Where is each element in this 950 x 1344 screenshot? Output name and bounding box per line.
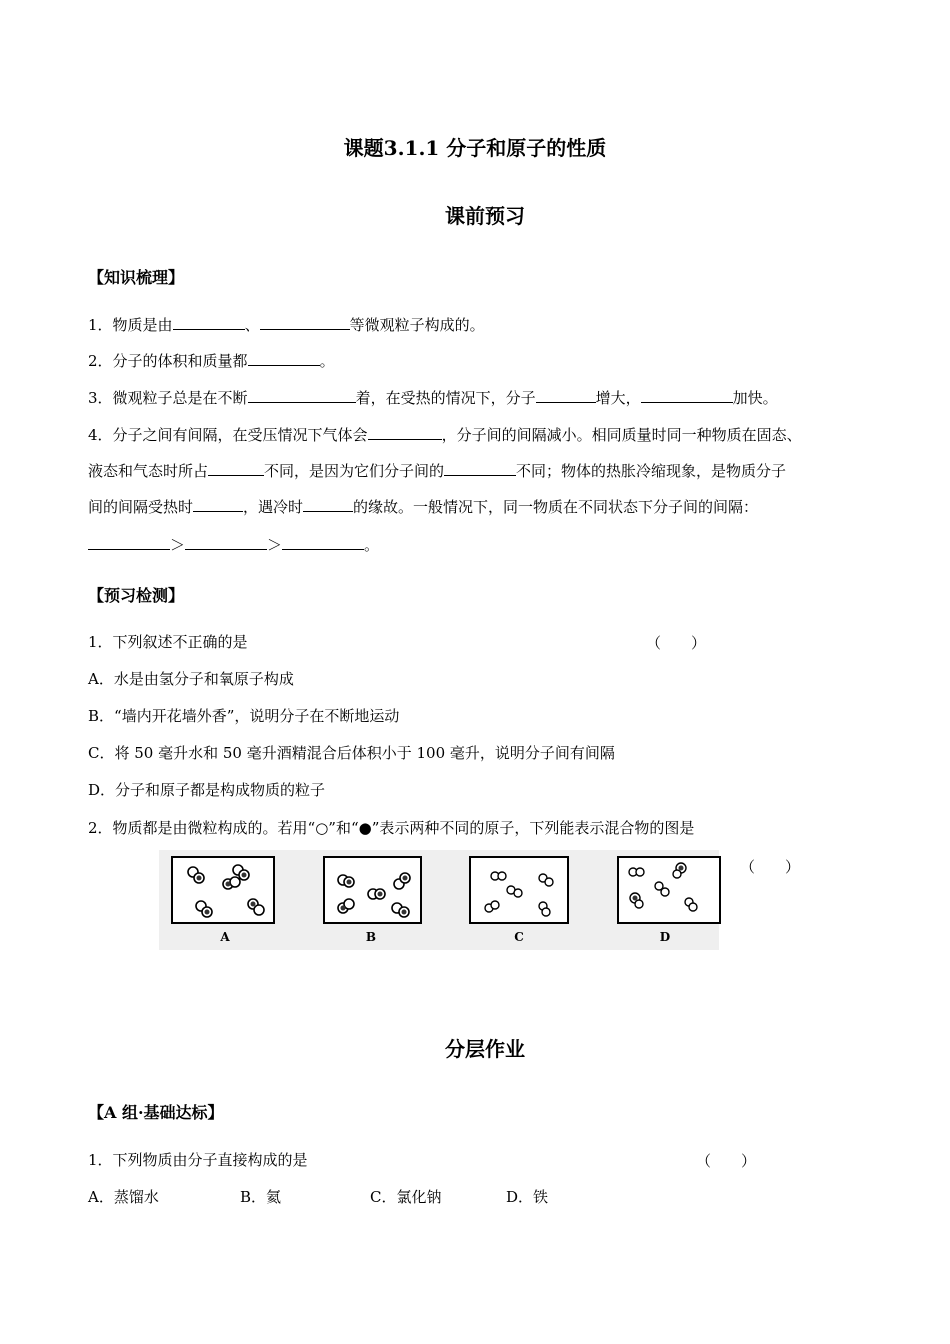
knowledge-question-2 <box>88 351 335 371</box>
question-text: ，遇冷时 <box>243 498 304 516</box>
precheck-question-1-stem: 1．下列叙述不正确的是 <box>88 633 248 651</box>
question-text: 分子之间有间隔，在受压情况下气体会 <box>112 426 368 444</box>
diagram-box-b <box>323 856 422 924</box>
answer-parenthesis[interactable]: （ ） <box>646 634 707 652</box>
answer-blank[interactable] <box>303 497 353 512</box>
answer-blank[interactable] <box>208 461 264 476</box>
heading-group-a: 【A 组·基础达标】 <box>88 1103 224 1122</box>
question-number: 3． <box>88 389 113 407</box>
knowledge-question-4-line-4 <box>88 535 379 555</box>
question-text: 。 <box>319 352 335 370</box>
diagram-box-a <box>171 856 275 924</box>
answer-blank[interactable] <box>248 388 356 403</box>
answer-blank[interactable] <box>444 461 516 476</box>
answer-blank[interactable] <box>173 315 245 330</box>
group-a-option-c: C．氯化钠 <box>370 1188 442 1206</box>
diagram-box-d <box>617 856 721 924</box>
group-a-option-a: A．蒸馏水 <box>88 1188 159 1206</box>
precheck-option-d: D．分子和原子都是构成物质的粒子 <box>88 781 326 799</box>
question-text: 的缘故。一般情况下，同一物质在不同状态下分子间的间隔： <box>353 498 759 516</box>
group-a-option-d: D．铁 <box>506 1188 549 1206</box>
section-title-homework: 分层作业 <box>445 1037 525 1061</box>
question-number: 4． <box>88 426 113 444</box>
molecule-illustration <box>325 858 420 922</box>
question-text: 不同，是因为它们分子间的 <box>264 462 445 480</box>
question-text: 微观粒子总是在不断 <box>112 389 248 407</box>
question-text: 。 <box>364 536 380 554</box>
diagram-label-b: B <box>365 930 377 944</box>
answer-blank[interactable] <box>536 388 596 403</box>
particle-diagram <box>159 850 719 950</box>
molecule-illustration <box>471 858 567 922</box>
question-text: 、 <box>244 316 260 334</box>
answer-blank[interactable] <box>185 535 267 550</box>
question-text: ，分子间的间隔减小。相同质量时同一种物质在固态、 <box>441 426 802 444</box>
answer-parenthesis[interactable]: （ ） <box>740 858 801 876</box>
diagram-label-d: D <box>659 930 671 944</box>
question-text: 等微观粒子构成的。 <box>349 316 485 334</box>
answer-blank[interactable] <box>193 497 243 512</box>
molecule-illustration <box>173 858 273 922</box>
question-text: 不同；物体的热胀冷缩现象，是物质分子 <box>516 462 787 480</box>
knowledge-question-4-line-1 <box>88 425 802 445</box>
diagram-box-c <box>469 856 569 924</box>
section-title-preview: 课前预习 <box>445 204 525 228</box>
question-text: 加快。 <box>732 389 778 407</box>
heading-precheck: 【预习检测】 <box>88 586 185 605</box>
question-text: 物质是由 <box>112 316 173 334</box>
answer-parenthesis[interactable]: （ ） <box>696 1152 757 1170</box>
precheck-question-2-stem: 2．物质都是由微粒构成的。若用“○”和“●”表示两种不同的原子，下列能表示混合物的图是 <box>88 819 695 837</box>
answer-blank[interactable] <box>368 425 442 440</box>
question-number: 1． <box>88 316 113 334</box>
question-text: 着，在受热的情况下，分子 <box>355 389 536 407</box>
answer-blank[interactable] <box>282 535 364 550</box>
page-title: 课题3.1.1 分子和原子的性质 <box>343 136 607 160</box>
greater-than-sign: ＞ <box>170 536 186 554</box>
heading-knowledge: 【知识梳理】 <box>88 268 185 287</box>
answer-blank[interactable] <box>88 535 170 550</box>
question-text: 分子的体积和质量都 <box>112 352 248 370</box>
precheck-option-b: B．“墙内开花墙外香”，说明分子在不断地运动 <box>88 707 400 725</box>
greater-than-sign: ＞ <box>267 536 283 554</box>
precheck-option-c: C．将 50 毫升水和 50 毫升酒精混合后体积小于 100 毫升，说明分子间有间隔 <box>88 744 615 762</box>
answer-blank[interactable] <box>641 388 733 403</box>
question-number: 2． <box>88 352 113 370</box>
knowledge-question-4-line-3 <box>88 497 758 517</box>
group-a-question-1-stem: 1．下列物质由分子直接构成的是 <box>88 1151 308 1169</box>
diagram-label-a: A <box>220 930 230 944</box>
molecule-illustration <box>619 858 719 922</box>
group-a-option-b: B．氦 <box>240 1188 282 1206</box>
answer-blank[interactable] <box>260 315 350 330</box>
question-text: 间的间隔受热时 <box>88 498 194 516</box>
diagram-label-c: C <box>514 930 524 944</box>
question-text: 液态和气态时所占 <box>88 462 209 480</box>
precheck-option-a: A．水是由氢分子和氧原子构成 <box>88 670 294 688</box>
knowledge-question-1 <box>88 315 485 335</box>
knowledge-question-4-line-2 <box>88 461 786 481</box>
question-text: 增大， <box>595 389 641 407</box>
knowledge-question-3 <box>88 388 778 408</box>
answer-blank[interactable] <box>248 351 320 366</box>
